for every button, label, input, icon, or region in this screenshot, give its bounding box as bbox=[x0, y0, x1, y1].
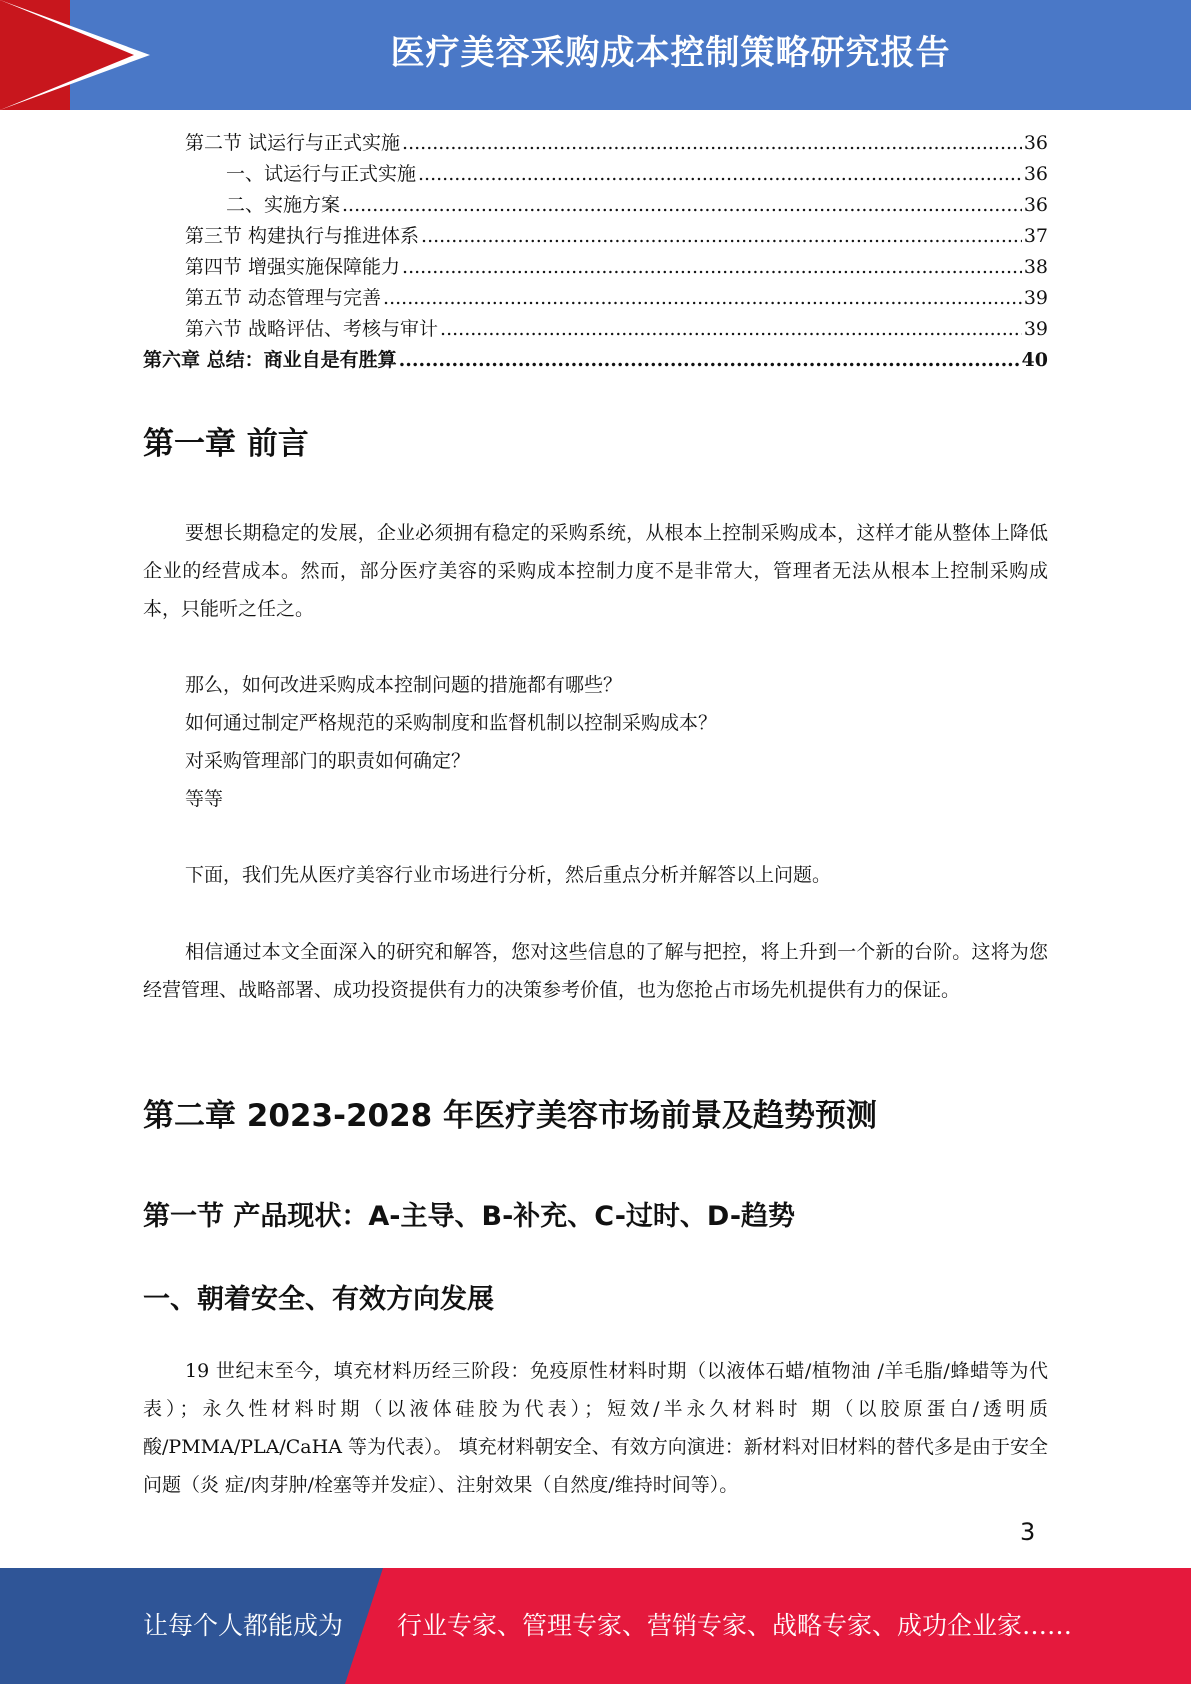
chapter-1-paragraph-2: 下面，我们先从医疗美容行业市场进行分析，然后重点分析并解答以上问题。 bbox=[185, 864, 832, 886]
toc-entry[interactable] bbox=[143, 283, 1048, 314]
toc-leader bbox=[421, 221, 1022, 252]
toc-entry-title: 第二节 试运行与正式实施 bbox=[185, 132, 401, 154]
question-etc: 等等 bbox=[185, 788, 224, 810]
question-3: 对采购管理部门的职责如何确定？ bbox=[185, 750, 471, 772]
toc-entry-page: 37 bbox=[1023, 225, 1048, 247]
toc-entry-page: 39 bbox=[1023, 318, 1048, 340]
toc-entry[interactable] bbox=[143, 128, 1048, 159]
toc-entry-title: 第三节 构建执行与推进体系 bbox=[185, 225, 420, 247]
toc-leader bbox=[402, 252, 1022, 283]
toc-entry-title: 第六节 战略评估、考核与审计 bbox=[185, 318, 439, 340]
header-red-chevron bbox=[0, 0, 134, 110]
table-of-contents bbox=[143, 128, 1048, 376]
toc-entry-page: 40 bbox=[1021, 349, 1048, 371]
chapter-1-heading: 第一章 前言 bbox=[143, 426, 309, 462]
chapter-1-paragraph-3: 相信通过本文全面深入的研究和解答，您对这些信息的了解与把控，将上升到一个新的台阶。这将为您经营管理、战略部署、成功投资提供有力的决策参考价值，也为您抢占市场先机提供有力的保证。 bbox=[143, 941, 1048, 1001]
toc-entry-title: 第五节 动态管理与完善 bbox=[185, 287, 382, 309]
toc-entry-title: 第四节 增强实施保障能力 bbox=[185, 256, 401, 278]
question-2: 如何通过制定严格规范的采购制度和监督机制以控制采购成本？ bbox=[185, 712, 718, 734]
toc-leader bbox=[383, 283, 1022, 314]
toc-entry-title: 第六章 总结：商业自是有胜算 bbox=[143, 349, 397, 371]
toc-entry-page: 36 bbox=[1023, 163, 1048, 185]
toc-entry[interactable] bbox=[143, 159, 1048, 190]
toc-entry[interactable] bbox=[143, 252, 1048, 283]
page-footer bbox=[0, 1568, 1191, 1684]
footer-slogan-right: 行业专家、管理专家、营销专家、战略专家、成功企业家…… bbox=[397, 1611, 1073, 1640]
page-number: 3 bbox=[1020, 1518, 1036, 1546]
toc-entry-page: 38 bbox=[1023, 256, 1048, 278]
toc-entry-title: 一、试运行与正式实施 bbox=[226, 163, 417, 185]
question-1: 那么，如何改进采购成本控制问题的措施都有哪些？ bbox=[185, 674, 623, 696]
toc-leader bbox=[399, 345, 1020, 376]
chapter-1-paragraph-1: 要想长期稳定的发展，企业必须拥有稳定的采购系统，从根本上控制采购成本，这样才能从整体上降低企业的经营成本。然而，部分医疗美容的采购成本控制力度不是非常大，管理者无法从根本上控制采购成本，只能听之任之。 bbox=[143, 522, 1048, 620]
chapter-2-paragraph-1: 19 世纪末至今，填充材料历经三阶段：免疫原性材料时期（以液体石蜡/植物油 /羊毛脂/蜂蜡等为代表）；永久性材料时期（以液体硅胶为代表）；短效/半永久材料时 期（以胶原蛋白/透明质酸/PMMA/PLA/CaHA 等为代表）。 填充材料朝安全、有效方向演进：新材料对旧材料的替代多是由于安全问题（炎 症/肉芽肿/栓塞等并发症）、注射效果（自然度/维持时间等）。 bbox=[143, 1360, 1048, 1496]
page-header bbox=[0, 0, 1191, 110]
toc-entry[interactable] bbox=[143, 190, 1048, 221]
footer-slogan-left: 让每个人都能成为 bbox=[143, 1611, 344, 1640]
report-title: 医疗美容采购成本控制策略研究报告 bbox=[390, 33, 951, 73]
toc-leader bbox=[342, 190, 1022, 221]
toc-entry-chapter[interactable] bbox=[143, 345, 1048, 376]
toc-entry-page: 36 bbox=[1023, 132, 1048, 154]
subsection-1-heading: 一、朝着安全、有效方向发展 bbox=[143, 1284, 494, 1315]
chapter-2-heading: 第二章 2023-2028 年医疗美容市场前景及趋势预测 bbox=[143, 1098, 878, 1134]
toc-entry-title: 二、实施方案 bbox=[226, 194, 341, 216]
toc-entry-page: 36 bbox=[1023, 194, 1048, 216]
toc-entry[interactable] bbox=[143, 221, 1048, 252]
footer-blue-slant bbox=[345, 1568, 383, 1684]
toc-entry[interactable] bbox=[143, 314, 1048, 345]
toc-leader bbox=[418, 159, 1022, 190]
toc-entry-page: 39 bbox=[1023, 287, 1048, 309]
toc-leader bbox=[402, 128, 1022, 159]
section-1-heading: 第一节 产品现状：A-主导、B-补充、C-过时、D-趋势 bbox=[143, 1201, 796, 1232]
toc-leader bbox=[440, 314, 1022, 345]
